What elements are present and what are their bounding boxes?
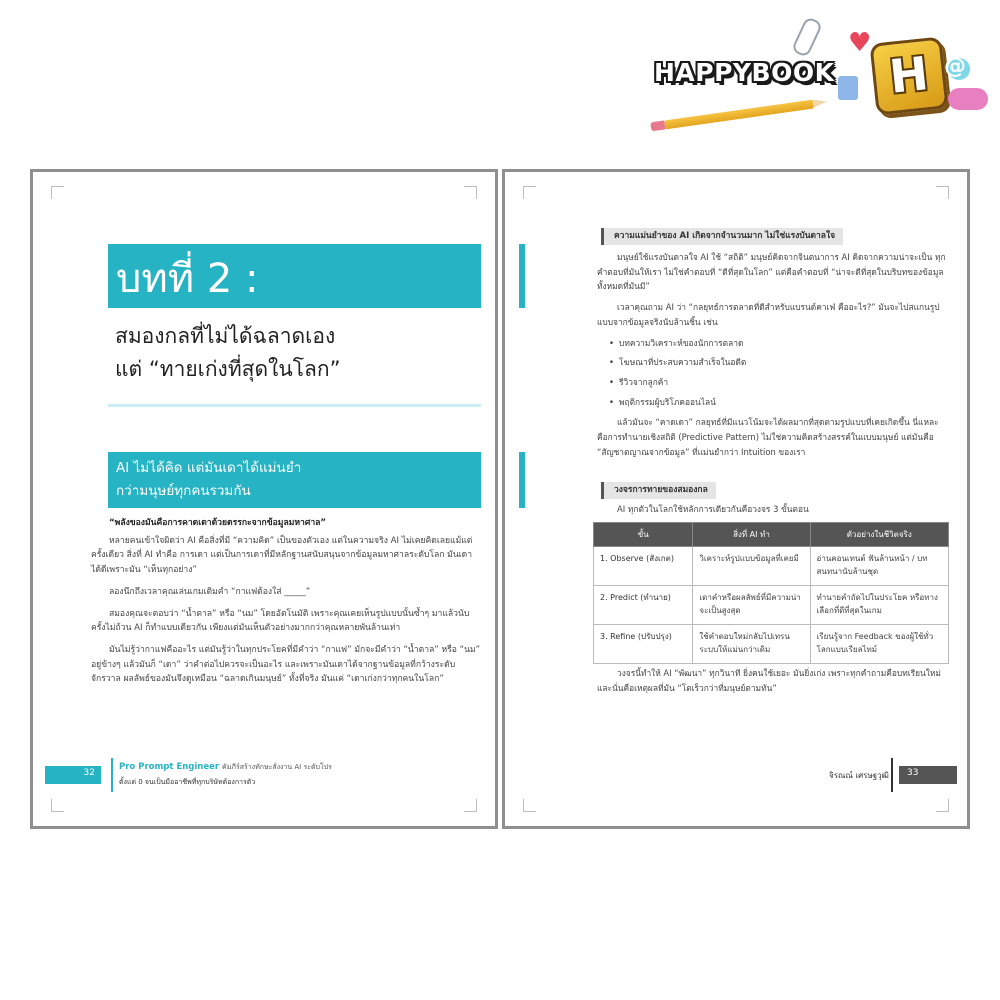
section-band-edge: [519, 452, 525, 508]
table-header: ขั้น: [594, 523, 693, 547]
table-cell: ทำนายคำถัดไปในประโยค หรือทางเลือกที่ดีที่สุดในเกม: [810, 586, 948, 625]
paragraph: หลายคนเข้าใจผิดว่า AI คือสิ่งที่มี “ความคิด” เป็นของตัวเอง แต่ในความจริง AI ไม่เคยคิดเลยแม้แต่ครั้งเดียว สิ่งที่ AI ทำคือ การเดา แต่เป็นการเดาที่มีหลักฐานสนับสนุนจากข้อมูลมหาศาลระดับโลก มันเดาได้ดีเพราะมัน “เห็นทุกอย่าง”: [91, 535, 473, 576]
crop-mark: [936, 799, 949, 812]
paragraph: มันไม่รู้ว่ากาแฟคืออะไร แต่มันรู้ว่าในทุกประโยคที่มีคำว่า “กาแฟ” มักจะมีคำว่า “น้ำตาล” หรือ “นม” อยู่ข้างๆ แล้วมันก็ “เดา” ว่าคำต่อไปควรจะเป็นอะไร และเพราะมันเดาได้จากฐานข้อมูลที่กว้างระดับจักรวาล ผลลัพธ์ของมันจึงดูเหมือน “ฉลาดเกินมนุษย์” ทั้งที่จริง มันแค่ “เดาเก่งกว่าทุกคนในโลก”: [91, 644, 481, 685]
chapter-divider: [108, 404, 481, 407]
at-sign-icon: @: [944, 54, 966, 79]
table-cell: 2. Predict (ทำนาย): [594, 586, 693, 625]
crop-mark: [464, 799, 477, 812]
page-number: 33: [907, 768, 919, 778]
paragraph: AI ทุกตัวในโลกใช้หลักการเดียวกันคือวงจร 3 ขั้นตอน: [617, 504, 809, 514]
table-cell: วิเคราะห์รูปแบบข้อมูลที่เคยมี: [693, 547, 810, 586]
heading-cycle: วงจรการทายของสมองกล: [601, 482, 716, 499]
table-cell: 3. Refine (ปรับปรุง): [594, 625, 693, 664]
table-cell: เรียนรู้จาก Feedback ของผู้ใช้ทั่วโลกแบบเรียลไทม์: [810, 625, 948, 664]
table-row: [594, 586, 949, 625]
crop-mark: [464, 186, 477, 199]
author-name: จิรณณ์ เศรษฐวุฒิ: [829, 771, 889, 780]
table-cell: ใช้คำตอบใหม่กลับไปเทรนระบบให้แม่นกว่าเดิม: [693, 625, 810, 664]
happybook-logo: [648, 18, 993, 130]
list-item: • บทความวิเคราะห์ของนักการตลาด: [609, 336, 949, 351]
chapter-band: [108, 244, 481, 308]
footer-title-rest: คัมภีร์สร้างทักษะสั่งงาน AI ระดับโปร: [222, 763, 332, 771]
list-item: • พฤติกรรมผู้บริโภคออนไลน์: [609, 395, 949, 410]
footer-divider: [111, 758, 113, 792]
left-body-text: [91, 516, 481, 694]
section-title: [116, 457, 476, 503]
paragraph: สมองคุณจะตอบว่า “น้ำตาล” หรือ “นม” โดยอัตโนมัติ เพราะคุณเคยเห็นรูปแบบนั้นซ้ำๆ มาแล้วนับครั้งไม่ถ้วน AI ก็ทำแบบเดียวกัน เพียงแต่มันเห็นตัวอย่างมากกว่าคุณหลายพันล้านเท่า: [91, 608, 470, 634]
chat-bubble-icon: [948, 88, 988, 110]
crop-mark: [523, 799, 536, 812]
source-list: [597, 336, 949, 410]
paperclip-icon: [791, 16, 823, 58]
list-item: • รีวิวจากลูกค้า: [609, 375, 949, 390]
section-title-line1: AI ไม่ได้คิด แต่มันเดาได้แม่นยำ: [116, 460, 302, 476]
footer-book-subtitle: ตั้งแต่ 0 จนเป็นมืออาชีพที่ทุกบริษัทต้องการตัว: [119, 778, 256, 786]
page-number-tab: [899, 766, 957, 784]
page-number-tab: [45, 766, 101, 784]
pencil-icon: [664, 100, 814, 130]
chapter-subtitle-line2: แต่ “ทายเก่งที่สุดในโลก”: [115, 357, 341, 381]
table-cell: อ่านคอนเทนต์ ฟันล้านหน้า / บทสนทนานับล้านชุด: [810, 547, 948, 586]
footer-book-title: [119, 762, 332, 773]
section-title-line2: กว่ามนุษย์ทุกคนรวมกัน: [116, 483, 251, 499]
cycle-intro: [597, 502, 949, 523]
table-header: ตัวอย่างในชีวิตจริง: [810, 523, 948, 547]
crop-mark: [936, 186, 949, 199]
document-icon: [838, 76, 858, 100]
list-item: • โฆษณาที่ประสบความสำเร็จในอดีต: [609, 355, 949, 370]
heart-icon: ♥: [848, 28, 872, 58]
chapter-subtitle: [115, 320, 465, 386]
footer-divider: [891, 758, 893, 792]
table-header-row: [594, 523, 949, 547]
crop-mark: [523, 186, 536, 199]
heading-accuracy: ความแม่นยำของ AI เกิดจากจำนวนมาก ไม่ใช่แรงบันดาลใจ: [601, 228, 843, 245]
crop-mark: [51, 186, 64, 199]
paragraph: เวลาคุณถาม AI ว่า “กลยุทธ์การตลาดที่ดีสำหรับแบรนด์คาเฟ่ คืออะไร?” มันจะไปสแกนรูปแบบจากข้อมูลจริงนับล้านชิ้น เช่น: [597, 302, 940, 327]
paragraph: ลองนึกถึงเวลาคุณเล่นเกมเติมคำ “กาแฟต้องใส่ _____”: [109, 586, 311, 597]
right-body-top: [597, 250, 949, 465]
chapter-title: บทที่ 2 :: [116, 256, 259, 302]
table-header: สิ่งที่ AI ทำ: [693, 523, 810, 547]
page-number: 32: [83, 768, 95, 778]
crop-mark: [51, 799, 64, 812]
section-band: [108, 452, 481, 508]
paragraph: วงจรนี้ทำให้ AI “พัฒนา” ทุกวินาที ยิ่งคนใช้เยอะ มันยิ่งเก่ง เพราะทุกคำถามคือบทเรียนใหม่ และนั่นคือเหตุผลที่มัน “โตเร็วกว่าที่มนุษย์ตามทัน”: [597, 668, 941, 693]
footer-title-bold: Pro Prompt Engineer: [119, 762, 220, 772]
logo-wordmark: HAPPYBOOK: [654, 58, 835, 87]
table-cell: 1. Observe (สังเกต): [594, 547, 693, 586]
logo-tile-letter: H: [886, 46, 931, 104]
paragraph: มนุษย์ใช้แรงบันดาลใจ AI ใช้ “สถิติ” มนุษย์คิดจากจินตนาการ AI คิดจากความน่าจะเป็น ทุกคำตอบที่มันให้เรา ไม่ใช่คำตอบที่ “ดีที่สุดในโลก” แต่คือคำตอบที่ “น่าจะดีที่สุดในบริบทของข้อมูลทั้งหมดที่มันมี”: [597, 252, 946, 292]
left-page: [30, 169, 498, 829]
chapter-band-edge: [519, 244, 525, 308]
lead-quote: “พลังของมันคือการคาดเดาด้วยตรรกะจากข้อมูลมหาศาล”: [109, 518, 327, 528]
right-body-bottom: [597, 666, 949, 701]
chapter-subtitle-line1: สมองกลที่ไม่ได้ฉลาดเอง: [115, 324, 336, 348]
right-page: [502, 169, 970, 829]
table-cell: เดาคำหรือผลลัพธ์ที่มีความน่าจะเป็นสูงสุด: [693, 586, 810, 625]
logo-h-tile: [869, 36, 948, 115]
cycle-table: [593, 522, 949, 664]
paragraph: แล้วมันจะ “คาดเดา” กลยุทธ์ที่มีแนวโน้มจะได้ผลมากที่สุดตามรูปแบบที่เคยเกิดขึ้น นี่แหละคือการทำนายเชิงสถิติ (Predictive Pattern) ไม่ใช่ความคิดสร้างสรรค์ในแบบมนุษย์ แต่มันคือ “สัญชาตญาณจากข้อมูล” ที่แม่นยำกว่า Intuition ของเรา: [597, 417, 939, 457]
table-row: [594, 547, 949, 586]
table-row: [594, 625, 949, 664]
